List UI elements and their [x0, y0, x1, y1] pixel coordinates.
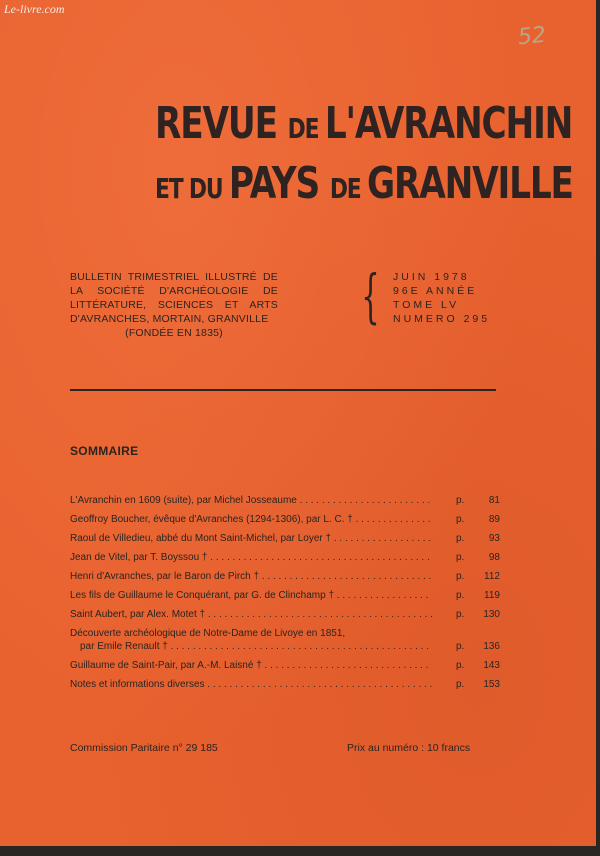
toc-page-prefix: p.: [456, 590, 465, 601]
toc-title: Raoul de Villedieu, abbé du Mont Saint-Michel, par Loyer † . . .: [70, 532, 432, 545]
toc-title-two-lines: [70, 627, 432, 653]
title-word: L'AVRANCHIN: [324, 98, 573, 149]
title-word: GRANVILLE: [366, 158, 573, 209]
title-word: DE: [287, 112, 325, 145]
toc-entry: [70, 532, 500, 545]
publication-description: [70, 270, 278, 340]
toc-title: Jean de Vitel, par T. Boyssou † . . .: [70, 551, 432, 564]
toc-page-number: 136: [483, 641, 500, 652]
toc-page-number: 153: [483, 679, 500, 690]
toc-entry: [70, 589, 500, 602]
toc-page-prefix: p.: [456, 679, 465, 690]
toc-entry: [70, 608, 500, 621]
toc-page-prefix: p.: [456, 552, 465, 563]
watermark: Le-livre.com: [4, 2, 65, 16]
title-line-1: [155, 98, 572, 149]
toc-page-number: 130: [483, 609, 500, 620]
toc-page-number: 143: [483, 660, 500, 671]
issue-tome: TOME LV: [393, 299, 460, 311]
horizontal-rule: [70, 389, 496, 391]
toc-title: Découverte archéologique de Notre-Dame de Livoye en 1851,: [70, 628, 346, 639]
toc-page-number: 81: [488, 495, 500, 506]
toc-title-continued: par Emile Renault † . . .: [70, 640, 432, 653]
toc-page-prefix: p.: [456, 609, 465, 620]
toc-title: Notes et informations diverses . . .: [70, 678, 432, 691]
toc-page-number: 93: [488, 533, 500, 544]
toc-page-prefix: p.: [456, 571, 465, 582]
toc-title: Guillaume de Saint-Pair, par A.-M. Laisné † . . .: [70, 659, 432, 672]
toc-page-prefix: p.: [456, 533, 465, 544]
title-word: ET DU: [155, 172, 229, 205]
toc-page-number: 98: [488, 552, 500, 563]
commission-paritaire: Commission Paritaire n° 29 185: [70, 742, 218, 754]
toc-page-prefix: p.: [456, 514, 465, 525]
title-word: REVUE: [155, 98, 288, 149]
toc-title: Les fils de Guillaume le Conquérant, par G. de Clinchamp † . . .: [70, 589, 432, 602]
toc-title: Saint Aubert, par Alex. Motet † . . .: [70, 608, 432, 621]
toc-page-prefix: p.: [456, 660, 465, 671]
toc-title: L'Avranchin en 1609 (suite), par Michel Josseaume . . .: [70, 494, 432, 507]
brace-divider: {: [361, 262, 380, 330]
issue-date: JUIN 1978: [393, 271, 470, 283]
toc-page-number: 112: [484, 571, 500, 582]
title-word: PAYS: [228, 158, 330, 209]
toc-entry: [70, 570, 500, 583]
toc-page-prefix: p.: [456, 495, 465, 506]
toc-entry: [70, 551, 500, 564]
toc-entry: [70, 659, 500, 672]
price-per-issue: Prix au numéro : 10 francs: [347, 742, 471, 754]
issue-year: 96E ANNÉE: [393, 285, 478, 297]
title-word: DE: [329, 172, 367, 205]
description-text: BULLETIN TRIMESTRIEL ILLUSTRÉ DE LA SOCIÉTÉ D'ARCHÉOLOGIE DE LITTÉRATURE, SCIENCES ET ARTS D'AVRANCHES, MORTAIN, GRANVILLE: [70, 271, 278, 325]
toc-entry: [70, 513, 500, 526]
toc-entry: [70, 678, 500, 691]
title-line-2: [155, 158, 573, 209]
toc-page-prefix: p.: [456, 641, 465, 652]
founded-text: (FONDÉE EN 1835): [125, 327, 223, 339]
toc-title: Henri d'Avranches, par le Baron de Pirch † . . .: [70, 570, 432, 583]
toc-page-number: 89: [488, 514, 500, 525]
toc-title: Geoffroy Boucher, évêque d'Avranches (1294-1306), par L. C. † . . .: [70, 513, 432, 526]
table-of-contents: [70, 494, 500, 697]
toc-entry: [70, 627, 500, 653]
issue-number: NUMERO 295: [393, 313, 491, 325]
toc-page-number: 119: [484, 590, 500, 601]
issue-info: [393, 270, 499, 326]
handwritten-note: 52: [516, 22, 548, 51]
toc-entry: [70, 494, 500, 507]
sommaire-heading: SOMMAIRE: [70, 444, 139, 458]
